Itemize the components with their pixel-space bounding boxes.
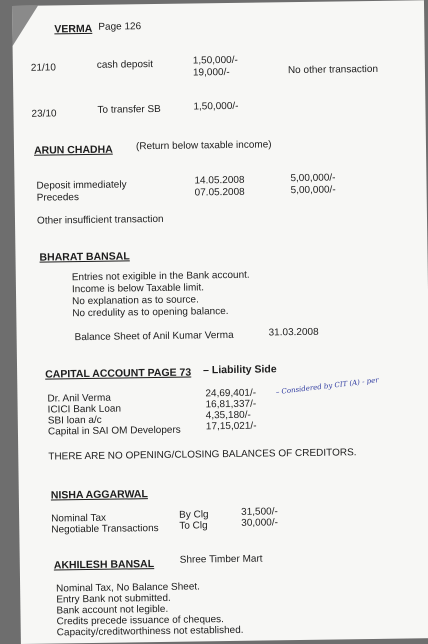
capital-item-label: Capital in SAI OM Developers (47, 424, 181, 438)
nisha-row-label: Nominal Tax (51, 512, 107, 525)
akhilesh-line-5: Capacity/creditworthiness not established. (56, 624, 244, 639)
verma-row1-note: No other transaction (287, 63, 379, 77)
akhilesh-heading: AKHILESH BANSAL (53, 558, 155, 572)
arun-amt1: 5,00,000/- (290, 172, 336, 185)
verma-row2-amt1: 1,50,000/- (193, 100, 239, 113)
balance-sheet-label: Balance Sheet of Anil Kumar Verma (74, 329, 234, 344)
nisha-heading: NISHA AGGARWAL (50, 488, 148, 502)
nisha-row-by: To Clg (179, 520, 208, 532)
verma-page-ref: Page 126 (98, 21, 142, 33)
bharat-heading: BHARAT BANSAL (39, 250, 130, 264)
arun-desc1: Deposit immediately (36, 179, 127, 192)
capital-heading-suffix: – Liability Side (203, 363, 277, 377)
bharat-line-2: Income is below Taxable limit. (71, 282, 205, 296)
verma-row1-date: 21/10 (30, 62, 56, 74)
capital-item-label: ICICI Bank Loan (47, 403, 122, 416)
akhilesh-line-4: Credits precede issuance of cheques. (56, 614, 224, 628)
akhilesh-line-1: Nominal Tax, No Balance Sheet. (56, 581, 201, 595)
nisha-row-by: By Clg (179, 509, 209, 521)
nisha-row-label: Negotiable Transactions (51, 523, 159, 536)
verma-row1-amt2: 19,000/- (192, 66, 230, 79)
balance-sheet-date: 31.03.2008 (268, 326, 319, 339)
verma-row2-desc: To transfer SB (97, 103, 161, 116)
arun-date1: 14.05.2008 (194, 174, 245, 187)
verma-row1-desc: cash deposit (96, 59, 154, 71)
capital-item-label: Dr. Anil Verma (47, 392, 111, 405)
arun-heading: ARUN CHADHA (33, 143, 113, 157)
arun-other: Other insufficient transaction (36, 213, 164, 227)
capital-item-amount: 24,69,401/- (205, 387, 257, 400)
akhilesh-company: Shree Timber Mart (179, 553, 263, 566)
verma-row1-amt1: 1,50,000/- (192, 54, 238, 67)
capital-heading: CAPITAL ACCOUNT PAGE 73 (45, 366, 192, 381)
verma-heading: VERMA (54, 22, 93, 36)
arun-amt2: 5,00,000/- (290, 184, 336, 197)
handwritten-annotation: – Considered by CIT (A) - per (275, 376, 380, 397)
nisha-row-amount: 31,500/- (241, 506, 278, 518)
capital-item-amount: 16,81,337/- (205, 398, 257, 411)
bharat-line-3: No explanation as to source. (72, 294, 199, 308)
document-page (12, 0, 428, 644)
arun-desc2: Precedes (36, 192, 80, 204)
verma-row2-date: 23/10 (31, 108, 57, 120)
bharat-line-4: No credulity as to opening balance. (72, 306, 229, 320)
arun-date2: 07.05.2008 (194, 186, 245, 199)
capital-item-amount: 17,15,021/- (205, 420, 257, 433)
bharat-line-1: Entries not exigible in the Bank account. (71, 269, 250, 284)
akhilesh-line-2: Entry Bank not submitted. (56, 592, 171, 606)
folded-corner (12, 6, 39, 46)
capital-footer: THERE ARE NO OPENING/CLOSING BALANCES OF CREDITORS. (48, 447, 357, 463)
capital-item-label: SBI loan a/c (47, 414, 102, 427)
arun-note: (Return below taxable income) (135, 139, 272, 153)
nisha-row-amount: 30,000/- (241, 517, 279, 529)
akhilesh-line-3: Bank account not legible. (56, 603, 169, 617)
capital-item-amount: 4,35,180/- (205, 409, 251, 422)
